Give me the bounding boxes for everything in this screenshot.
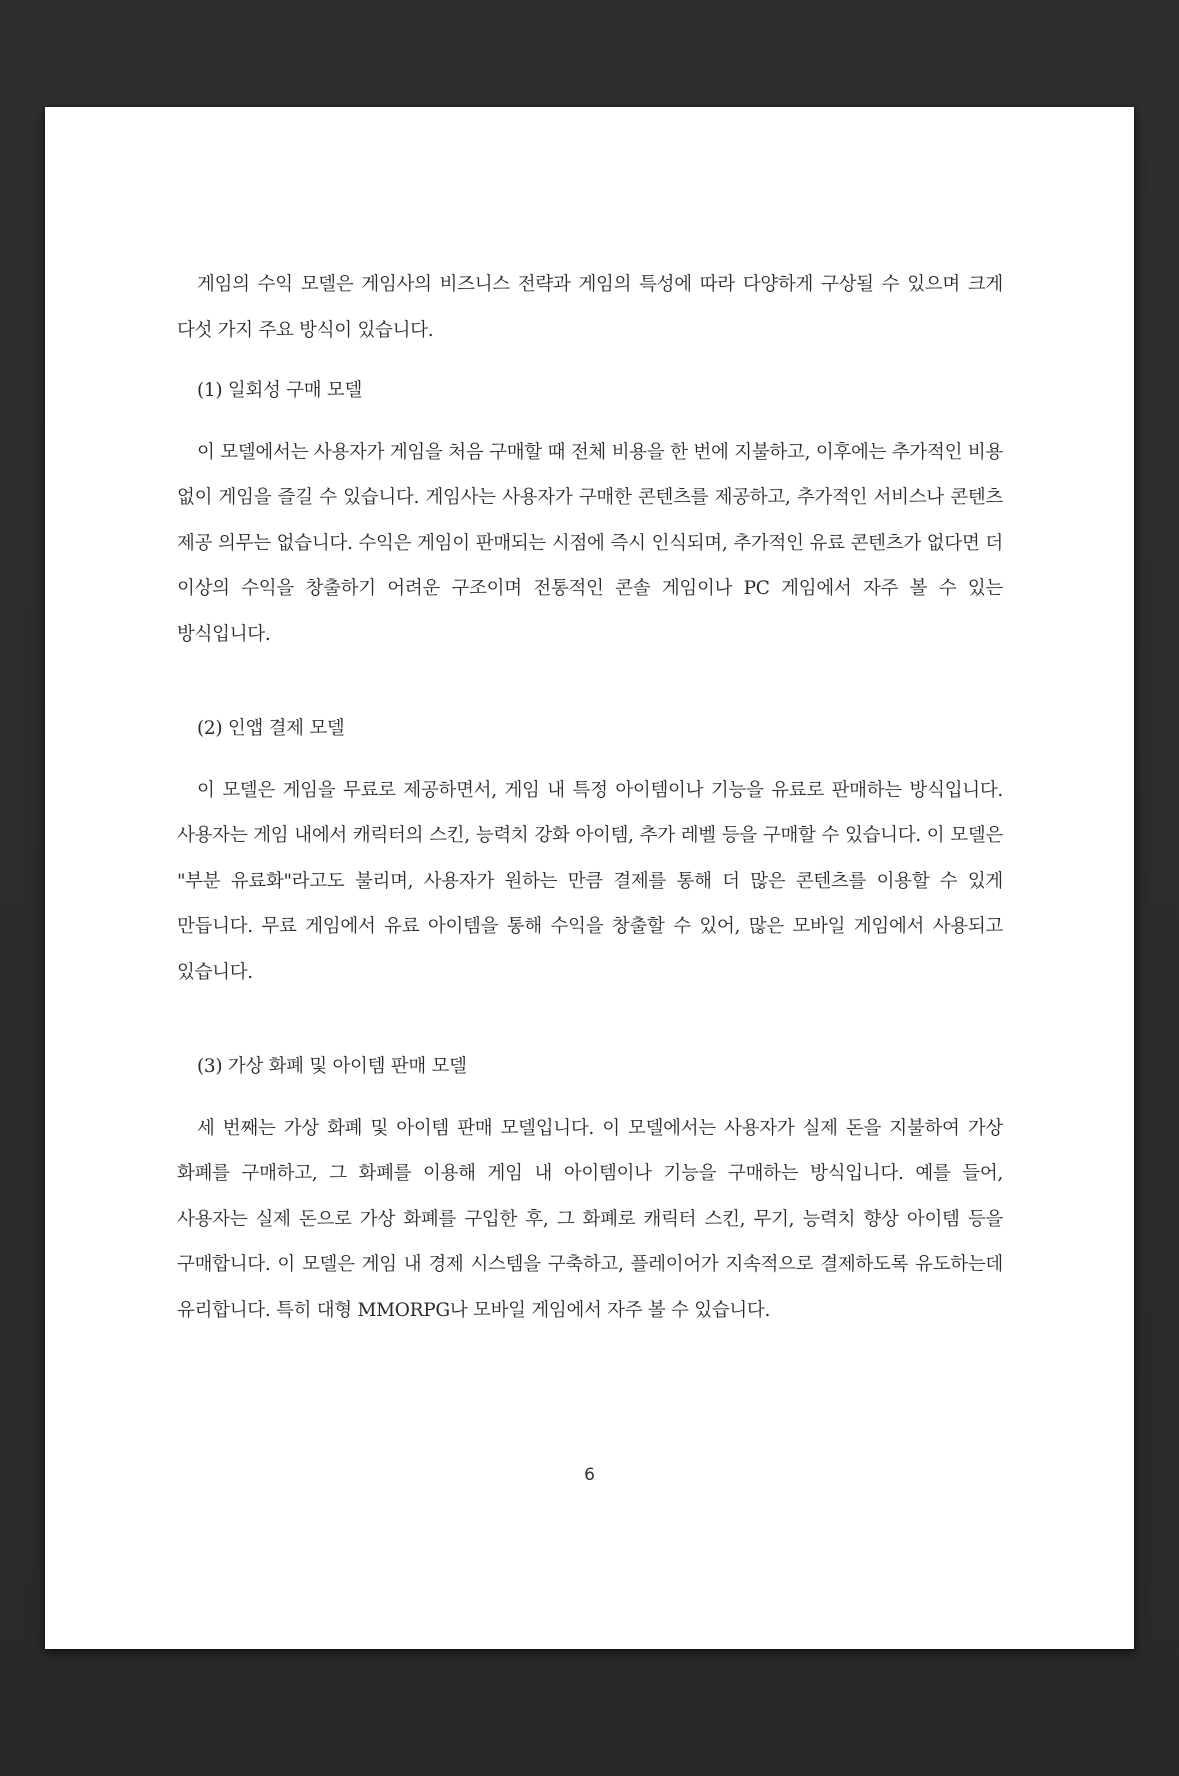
section-heading-3: (3) 가상 화폐 및 아이템 판매 모델 [197, 1056, 467, 1077]
page-content [177, 262, 1003, 1333]
document-page [45, 107, 1134, 1649]
section-body-2: 이 모델은 게임을 무료로 제공하면서, 게임 내 특정 아이템이나 기능을 유료로 판매하는 방식입니다. 사용자는 게임 내에서 캐릭터의 스킨, 능력치 강화 아이템, 추가 레벨 등을 구매할 수 있습니다. 이 모델은 "부분 유료화"라고도 불리며, 사용자가 원하는 만큼 결제를 통해 더 많은 콘텐츠를 이용할 수 있게 만듭니다. 무료 게임에서 유료 아이템을 통해 수익을 창출할 수 있어, 많은 모바일 게임에서 사용되고 있습니다. [177, 779, 1003, 983]
section-body-1: 이 모델에서는 사용자가 게임을 처음 구매할 때 전체 비용을 한 번에 지불하고, 이후에는 추가적인 비용 없이 게임을 즐길 수 있습니다. 게임사는 사용자가 구매한 콘텐츠를 제공하고, 추가적인 서비스나 콘텐츠 제공 의무는 없습니다. 수익은 게임이 판매되는 시점에 즉시 인식되며, 추가적인 유료 콘텐츠가 없다면 더 이상의 수익을 창출하기 어려운 구조이며 전통적인 콘솔 게임이나 PC 게임에서 자주 볼 수 있는 방식입니다. [177, 441, 1003, 645]
section-heading-2: (2) 인앱 결제 모델 [197, 718, 345, 739]
intro-paragraph: 게임의 수익 모델은 게임사의 비즈니스 전략과 게임의 특성에 따라 다양하게 구상될 수 있으며 크게 다섯 가지 주요 방식이 있습니다. [177, 274, 1003, 341]
page-number: 6 [584, 1465, 595, 1485]
section-body-3: 세 번째는 가상 화폐 및 아이템 판매 모델입니다. 이 모델에서는 사용자가 실제 돈을 지불하여 가상 화폐를 구매하고, 그 화폐를 이용해 게임 내 아이템이나 기능을 구매하는 방식입니다. 예를 들어, 사용자는 실제 돈으로 가상 화폐를 구입한 후, 그 화폐로 캐릭터 스킨, 무기, 능력치 향상 아이템 등을 구매합니다. 이 모델은 게임 내 경제 시스템을 구축하고, 플레이어가 지속적으로 결제하도록 유도하는데 유리합니다. 특히 대형 MMORPG나 모바일 게임에서 자주 볼 수 있습니다. [177, 1117, 1003, 1321]
section-heading-1: (1) 일회성 구매 모델 [197, 380, 363, 401]
